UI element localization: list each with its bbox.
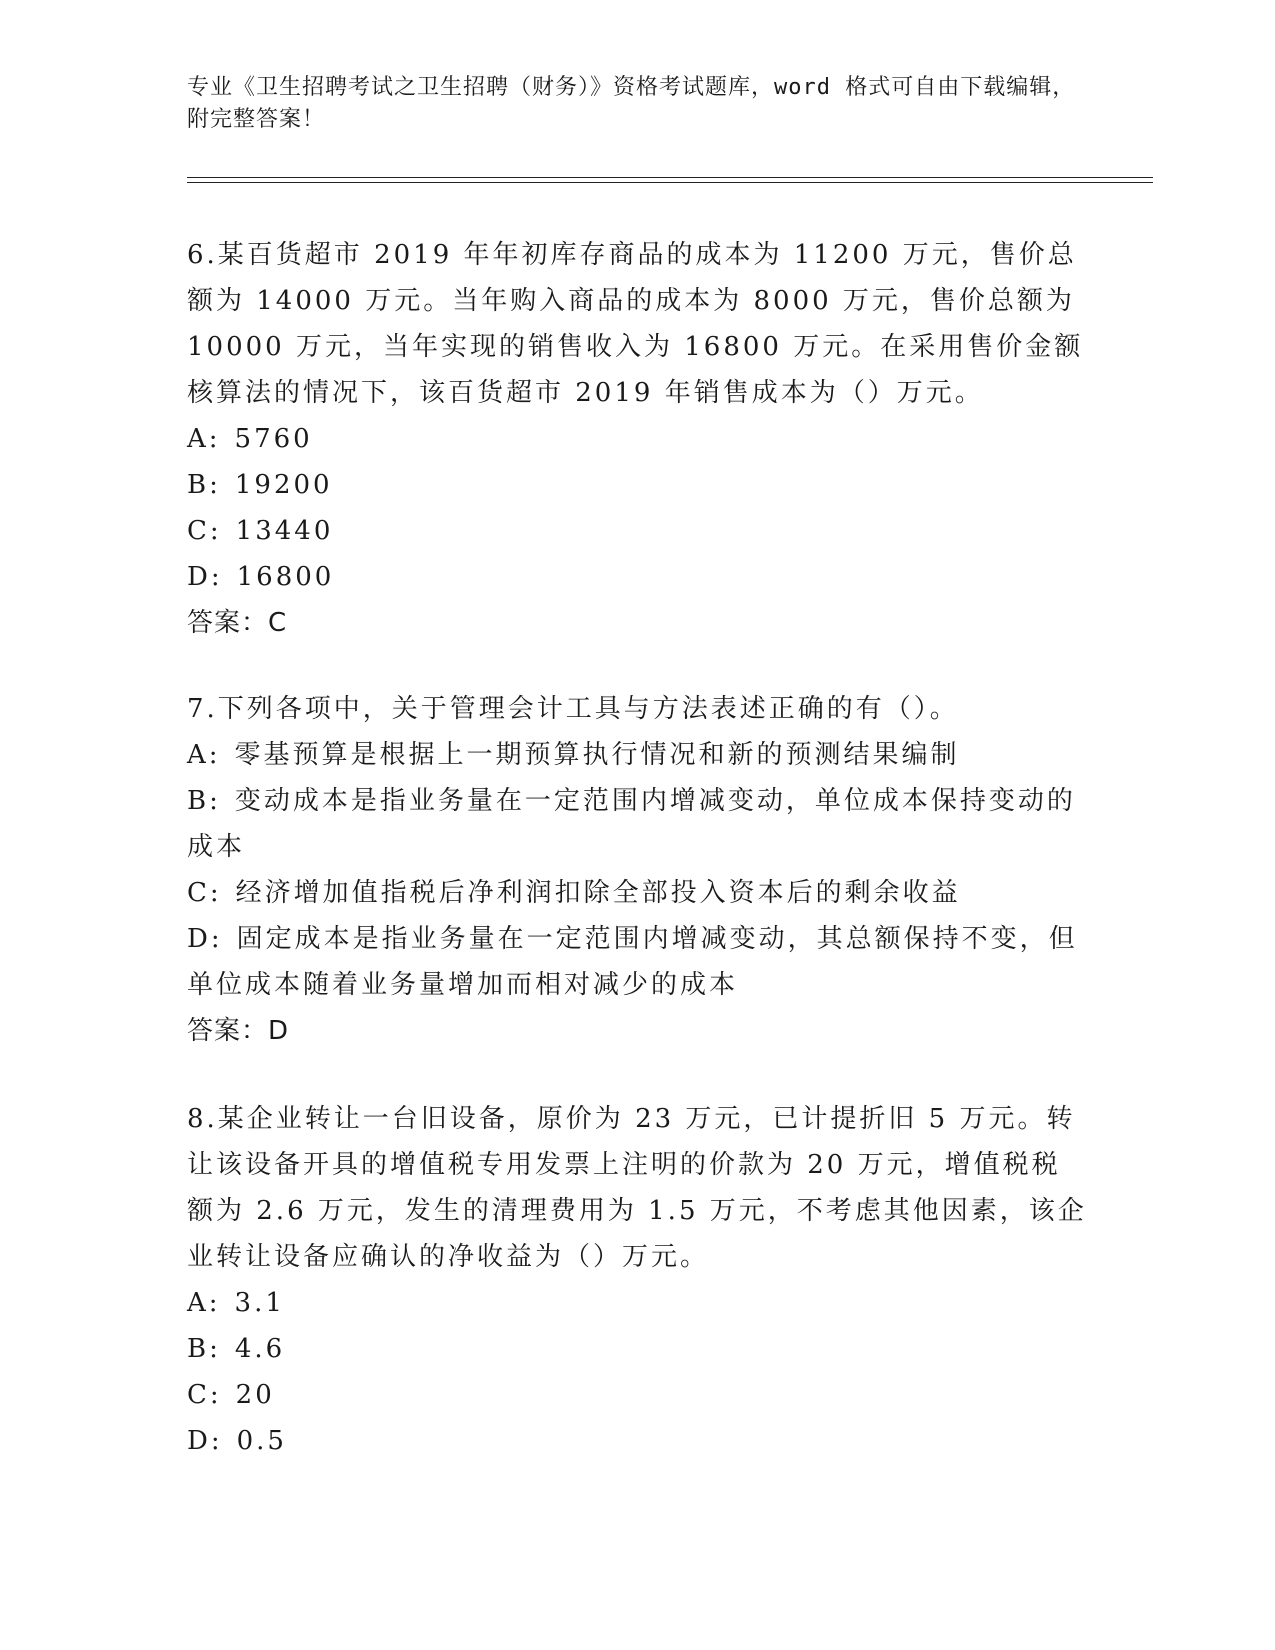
- option-a: [187, 416, 1087, 462]
- option-d: [187, 916, 1087, 1008]
- option-a: [187, 732, 1087, 778]
- option-text: 经济增加值指税后净利润扣除全部投入资本后的剩余收益: [235, 878, 961, 908]
- option-d: [187, 1418, 1087, 1464]
- option-text: 3.1: [234, 1288, 285, 1318]
- option-label: D:: [187, 924, 223, 954]
- option-label: B:: [187, 1334, 221, 1364]
- option-label: A:: [187, 740, 221, 770]
- option-label: A:: [187, 1288, 221, 1318]
- question-7: [187, 686, 1087, 1054]
- question-stem: 7.下列各项中，关于管理会计工具与方法表述正确的有（）。: [187, 694, 959, 724]
- option-text: 4.6: [234, 1334, 286, 1364]
- option-label: C:: [187, 1380, 222, 1410]
- option-text: 零基预算是根据上一期预算执行情况和新的预测结果编制: [234, 740, 960, 770]
- option-b: [187, 1326, 1087, 1372]
- option-c: [187, 1372, 1087, 1418]
- option-label: C:: [187, 516, 222, 546]
- option-label: D:: [187, 562, 223, 592]
- option-text: 20: [235, 1380, 275, 1410]
- question-stem: 8.某企业转让一台旧设备，原价为 23 万元，已计提折旧 5 万元。转让该设备开具的增值税专用发票上注明的价款为 20 万元，增值税税额为 2.6 万元，发生的清理费用为 1.5 万元，不考虑其他因素，该企业转让设备应确认的净收益为（）万元。: [187, 1104, 1087, 1272]
- header-divider-bottom: [187, 182, 1153, 183]
- document-header: 专业《卫生招聘考试之卫生招聘（财务）》资格考试题库，word 格式可自由下载编辑，附完整答案！: [187, 75, 1076, 132]
- answer: 答案：C: [187, 608, 288, 638]
- option-label: C:: [187, 878, 222, 908]
- option-text: 16800: [236, 562, 335, 592]
- answer: 答案：D: [187, 1016, 290, 1046]
- option-text: 固定成本是指业务量在一定范围内增减变动，其总额保持不变，但单位成本随着业务量增加而相对减少的成本: [187, 924, 1078, 1000]
- option-label: B:: [187, 786, 221, 816]
- option-text: 0.5: [236, 1426, 287, 1456]
- question-stem: 6.某百货超市 2019 年年初库存商品的成本为 11200 万元，售价总额为 14000 万元。当年购入商品的成本为 8000 万元，售价总额为 10000 万元，当年实现的销售收入为 16800 万元。在采用售价金额核算法的情况下，该百货超市 2019 年销售成本为（）万元。: [187, 240, 1084, 408]
- option-a: [187, 1280, 1087, 1326]
- option-label: D:: [187, 1426, 223, 1456]
- option-text: 13440: [235, 516, 334, 546]
- question-6: [187, 232, 1087, 646]
- option-text: 5760: [234, 424, 313, 454]
- option-label: B:: [187, 470, 221, 500]
- option-c: [187, 870, 1087, 916]
- option-text: 19200: [234, 470, 333, 500]
- option-b: [187, 778, 1087, 870]
- option-text: 变动成本是指业务量在一定范围内增减变动，单位成本保持变动的成本: [187, 786, 1076, 862]
- header-divider-top: [187, 177, 1153, 178]
- option-c: [187, 508, 1087, 554]
- option-d: [187, 554, 1087, 600]
- question-8: [187, 1096, 1087, 1464]
- option-label: A:: [187, 424, 221, 454]
- option-b: [187, 462, 1087, 508]
